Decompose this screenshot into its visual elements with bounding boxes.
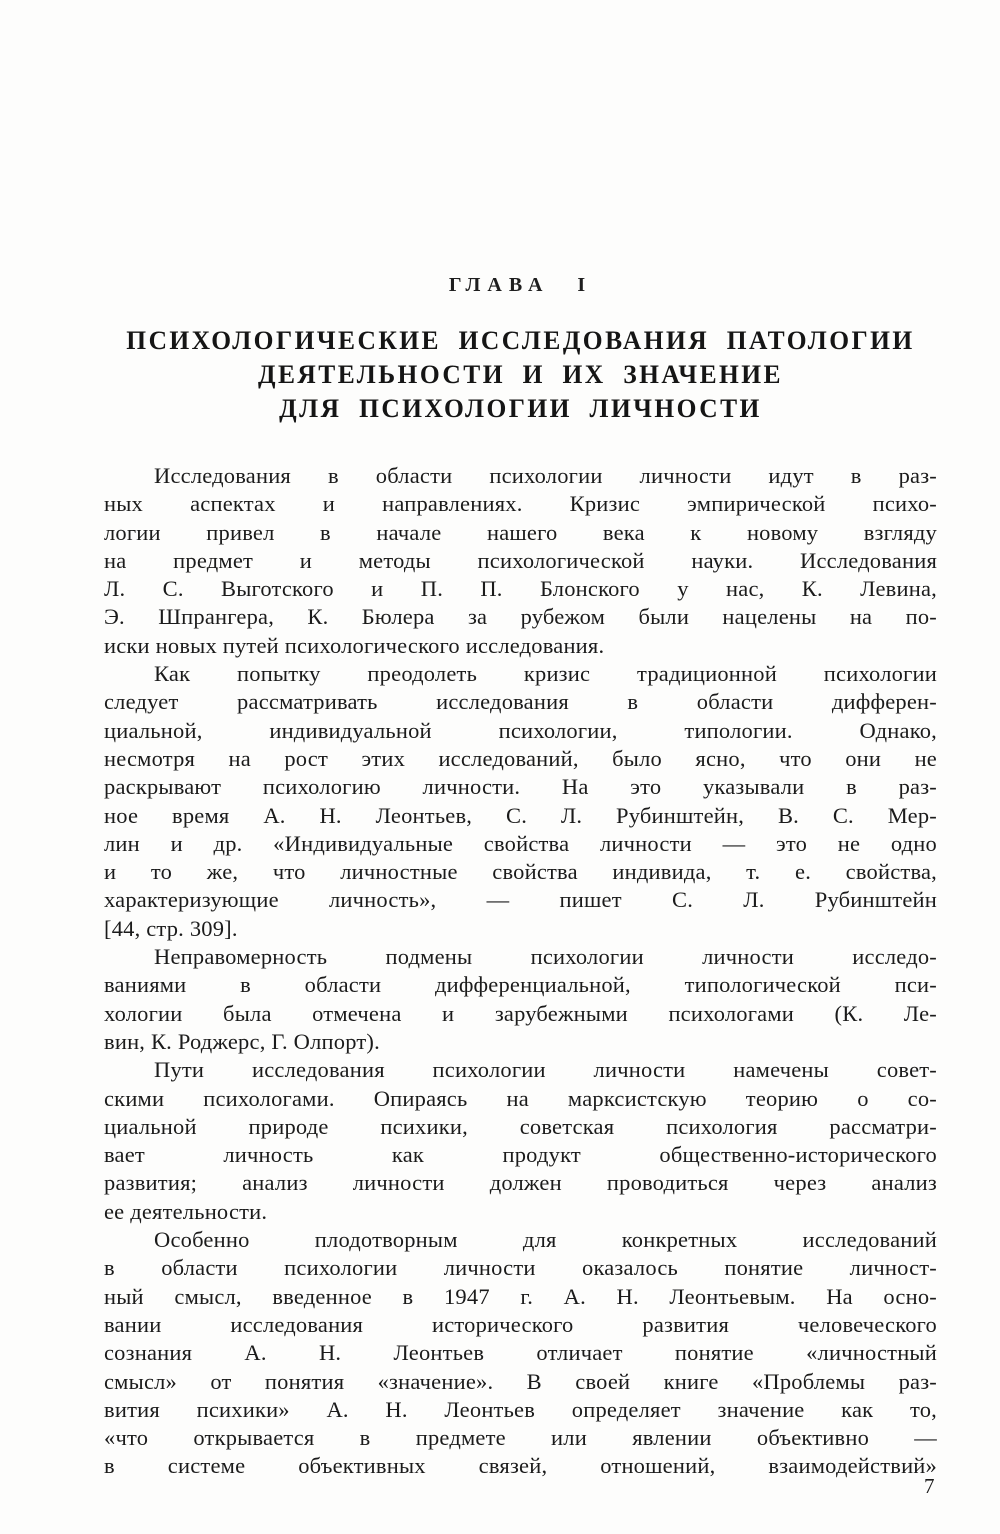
chapter-title-line: ПСИХОЛОГИЧЕСКИЕ ИССЛЕДОВАНИЯ ПАТОЛОГИИ: [126, 326, 915, 355]
text-line: сознания А. Н. Леонтьев отличает понятие «личностный: [104, 1340, 937, 1366]
text-line: вин, К. Роджерс, Г. Олпорт).: [104, 1028, 380, 1054]
text-line: Неправомерность подмены психологии личности исследо-: [154, 944, 937, 970]
text-line: Пути исследования психологии личности намечены совет-: [154, 1057, 937, 1083]
text-line: Особенно плодотворным для конкретных исследований: [154, 1227, 937, 1253]
text-line: Как попытку преодолеть кризис традиционной психологии: [154, 661, 937, 687]
chapter-title-line: ДЕЯТЕЛЬНОСТИ И ИХ ЗНАЧЕНИЕ: [257, 360, 784, 389]
text-line: на предмет и методы психологической науки. Исследования: [104, 547, 937, 573]
text-line: циальной природе психики, советская психология рассматри-: [104, 1113, 937, 1139]
text-line: логии привел в начале нашего века к новому взгляду: [104, 519, 937, 545]
text-line: хологии была отмечена и зарубежными психологами (К. Ле-: [104, 1000, 937, 1026]
text-line: лин и др. «Индивидуальные свойства личности — это не одно: [104, 830, 937, 856]
text-column: [104, 0, 937, 1481]
text-line: ее деятельности.: [104, 1198, 268, 1224]
text-line: развития; анализ личности должен проводиться через анализ: [104, 1170, 937, 1196]
text-line: в системе объективных связей, отношений, взаимодействий»: [104, 1453, 937, 1479]
text-line: ный смысл, введенное в 1947 г. А. Н. Леонтьевым. На осно-: [104, 1283, 937, 1309]
page-number: 7: [924, 1474, 935, 1498]
text-line: смысл» от понятия «значение». В своей книге «Проблемы раз-: [104, 1368, 937, 1394]
text-line: вает личность как продукт общественно-исторического: [104, 1142, 937, 1168]
text-line: Л. С. Выготского и П. П. Блонского у нас, К. Левина,: [104, 576, 937, 602]
body-text: [104, 462, 937, 1481]
text-line: следует рассматривать исследования в области дифферен-: [104, 689, 937, 715]
text-line: и то же, что личностные свойства индивида, т. е. свойства,: [104, 859, 937, 885]
text-line: характеризующие личность», — пишет С. Л. Рубинштейн: [104, 887, 937, 913]
text-line: несмотря на рост этих исследований, было ясно, что они не: [104, 745, 937, 771]
text-line: Исследования в области психологии личности идут в раз-: [154, 463, 937, 488]
chapter-title: [112, 324, 928, 426]
chapter-label: ГЛАВА I: [448, 274, 593, 296]
text-line: вании исследования исторического развития человеческого: [104, 1311, 937, 1337]
text-line: скими психологами. Опираясь на марксистскую теорию о со-: [104, 1085, 937, 1111]
text-line: [44, стр. 309].: [104, 915, 238, 941]
text-line: раскрывают психологию личности. На это указывали в раз-: [104, 774, 937, 800]
text-line: вития психики» А. Н. Леонтьев определяет значение как то,: [104, 1396, 937, 1422]
text-line: ное время А. Н. Леонтьев, С. Л. Рубинштейн, В. С. Мер-: [104, 802, 937, 828]
chapter-title-line: ДЛЯ ПСИХОЛОГИИ ЛИЧНОСТИ: [279, 394, 762, 423]
text-line: Э. Шпрангера, К. Бюлера за рубежом были нацелены на по-: [104, 604, 937, 630]
text-line: «что открывается в предмете или явлении объективно —: [104, 1425, 937, 1451]
text-line: ваниями в области дифференциальной, типологической пси-: [104, 972, 937, 998]
text-line: ных аспектах и направлениях. Кризис эмпирической психо-: [104, 491, 937, 517]
text-line: иски новых путей психологического исследования.: [104, 632, 605, 658]
text-line: циальной, индивидуальной психологии, типологии. Однако,: [104, 717, 937, 743]
text-line: в области психологии личности оказалось понятие личност-: [104, 1255, 937, 1281]
